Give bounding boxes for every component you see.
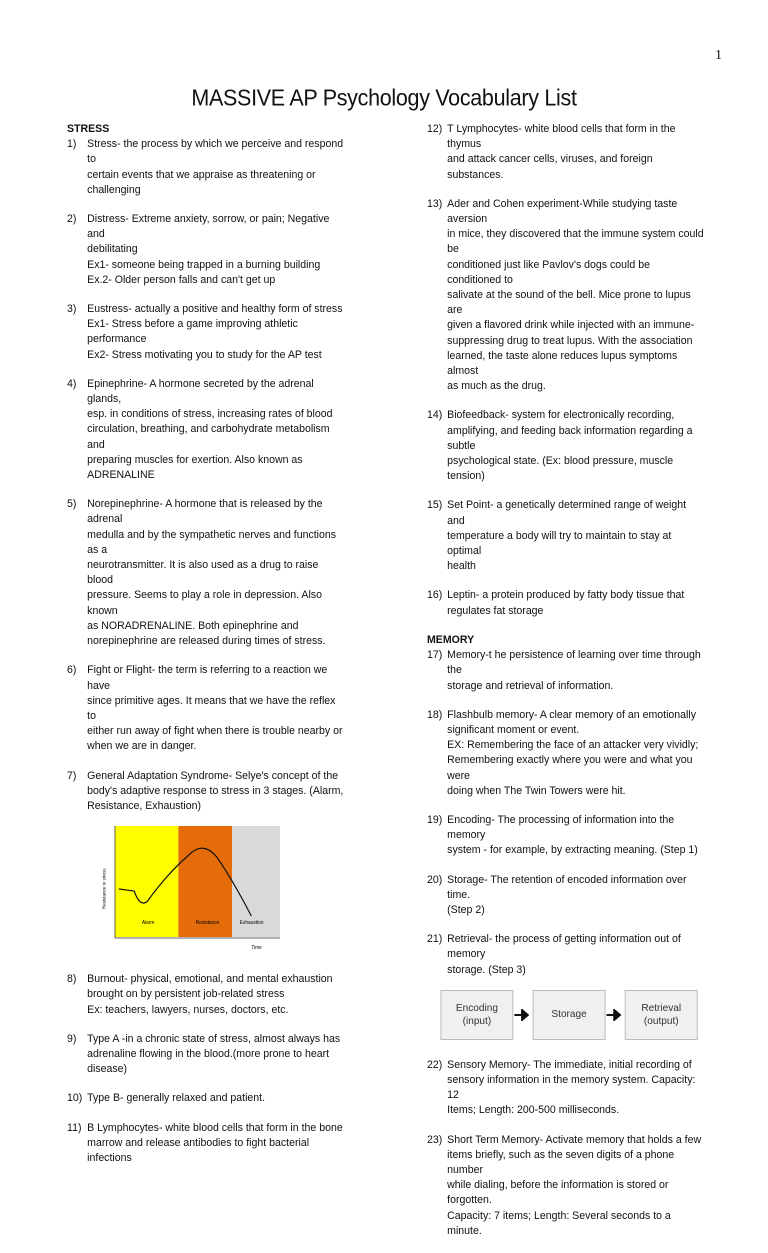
flow-box-encoding-label: Encoding xyxy=(455,1001,498,1014)
vocab-item xyxy=(427,813,705,859)
vocab-item-number: 7) xyxy=(67,769,77,782)
gas-x-label: Time xyxy=(251,946,262,952)
vocab-item-line: as NORADRENALINE. Both epinephrine and xyxy=(87,619,299,632)
vocab-item-line: Fight or Flight- the term is referring to a reaction we have xyxy=(87,664,328,692)
vocab-item-text xyxy=(447,813,705,859)
gas-diagram-svg xyxy=(98,824,280,954)
right-column xyxy=(427,122,705,1253)
vocab-item-number: 17) xyxy=(427,649,443,662)
stress-list-part2 xyxy=(67,972,345,1166)
vocab-item-line: Resistance, Exhaustion) xyxy=(87,799,202,812)
vocab-item-text xyxy=(447,122,705,183)
page-title: MASSIVE AP Psychology Vocabulary List xyxy=(191,85,577,111)
flow-box-encoding xyxy=(440,990,513,1040)
vocab-item-line: learned, the taste alone reduces lupus symptoms almost xyxy=(447,349,678,378)
vocab-item-text xyxy=(87,212,345,288)
vocab-item-line: conditioned just like Pavlov's dogs could be conditioned to xyxy=(447,258,650,286)
section-heading-memory: MEMORY xyxy=(427,633,475,646)
page-number: 1 xyxy=(715,48,722,63)
vocab-item-line: either run away of fight when there is trouble nearby or xyxy=(87,725,343,738)
vocab-item-line: body's adaptive response to stress in 3 stages. (Alarm, xyxy=(87,784,344,797)
vocab-item-text xyxy=(447,408,705,484)
vocab-item-line: storage. (Step 3) xyxy=(447,963,526,976)
vocab-item-line: Norepinephrine- A hormone that is released by the adrenal xyxy=(87,498,323,526)
vocab-item-line: disease) xyxy=(87,1063,128,1076)
vocab-item-line: in mice, they discovered that the immune system could be xyxy=(447,228,704,256)
vocab-item-line: Type B- generally relaxed and patient. xyxy=(87,1092,266,1105)
vocab-item xyxy=(67,137,345,198)
vocab-item-text xyxy=(447,1058,705,1119)
vocab-item-line: Ex1- someone being trapped in a burning building xyxy=(87,258,321,271)
flow-box-retrieval-label: Retrieval xyxy=(641,1001,682,1014)
vocab-item-line: Distress- Extreme anxiety, sorrow, or pain; Negative and xyxy=(87,213,330,241)
stress-list-part1 xyxy=(67,137,345,814)
vocab-item-text xyxy=(447,588,705,618)
vocab-item-text xyxy=(447,197,705,395)
vocab-item-line: norepinephrine are released during times of stress. xyxy=(87,635,326,648)
vocab-item-number: 1) xyxy=(67,138,77,151)
vocab-item-line: Ader and Cohen experiment-While studying taste aversion xyxy=(447,197,678,226)
vocab-item-number: 2) xyxy=(67,213,77,226)
flow-box-storage xyxy=(533,990,606,1040)
vocab-item-line: EX: Remembering the face of an attacker very vividly; xyxy=(447,739,699,752)
vocab-item xyxy=(67,1032,345,1078)
vocab-item-line: Retrieval- the process of getting information out of memory xyxy=(447,933,681,961)
vocab-item-line: doing when The Twin Towers were hit. xyxy=(447,784,626,797)
vocab-item-text xyxy=(87,497,345,649)
vocab-item-number: 18) xyxy=(427,708,443,721)
vocab-item-line: since primitive ages. It means that we have the reflex to xyxy=(87,694,336,722)
vocab-item-line: medulla and by the sympathetic nerves and functions as a xyxy=(87,528,337,556)
vocab-item-number: 15) xyxy=(427,499,443,512)
vocab-item-line: debilitating xyxy=(87,243,138,256)
vocab-item xyxy=(67,377,345,483)
vocab-item-line: Biofeedback- system for electronically recording, xyxy=(447,409,675,422)
vocab-item-line: given a flavored drink while injected with an immune- xyxy=(447,319,695,332)
vocab-item xyxy=(427,197,705,395)
vocab-item-number: 21) xyxy=(427,933,443,946)
vocab-item xyxy=(427,588,705,618)
vocab-item-line: Encoding- The processing of information into the memory xyxy=(447,813,675,842)
immune-list xyxy=(427,122,705,619)
vocab-item-text xyxy=(447,498,705,574)
vocab-item-line: Type A -in a chronic state of stress, almost always has xyxy=(87,1032,341,1045)
vocab-item-line: Ex2- Stress motivating you to study for the AP test xyxy=(87,348,322,361)
vocab-item-line: Sensory Memory- The immediate, initial recording of xyxy=(447,1058,692,1071)
vocab-item-line: Short Term Memory- Activate memory that holds a few xyxy=(447,1133,702,1146)
vocab-item-line: neurotransmitter. It is also used as a drug to raise blood xyxy=(87,559,319,587)
vocab-item-number: 12) xyxy=(427,123,443,135)
vocab-item-line: B Lymphocytes- white blood cells that form in the bone xyxy=(87,1121,343,1134)
vocab-item-line: amplifying, and feeding back information regarding a subtle xyxy=(447,424,693,452)
vocab-item xyxy=(427,708,705,799)
vocab-item-number: 6) xyxy=(67,664,77,677)
vocab-item-text xyxy=(447,873,705,919)
vocab-item-number: 11) xyxy=(67,1121,82,1134)
vocab-item-line: adrenaline flowing in the blood.(more prone to heart xyxy=(87,1047,330,1060)
section-heading-stress: STRESS xyxy=(67,123,110,135)
vocab-item-line: Items; Length: 200-500 milliseconds. xyxy=(447,1104,620,1117)
vocab-item-line: ADRENALINE xyxy=(87,469,155,482)
vocab-item-number: 19) xyxy=(427,813,443,826)
vocab-item-line: Capacity: 7 items; Length: Several seconds to a minute. xyxy=(447,1209,671,1237)
vocab-item-text xyxy=(87,302,345,363)
vocab-item-line: Epinephrine- A hormone secreted by the adrenal glands, xyxy=(87,377,314,406)
vocab-item-line: T Lymphocytes- white blood cells that form in the thymus xyxy=(447,123,676,151)
vocab-item-text xyxy=(87,769,345,815)
gas-stage-label-resistance: Resistance xyxy=(195,921,220,927)
arrow-right-icon xyxy=(514,1009,531,1021)
vocab-item-line: salivate at the sound of the bell. Mice prone to lupus are xyxy=(447,289,691,317)
vocab-item xyxy=(67,972,345,1018)
vocab-item-number: 22) xyxy=(427,1058,443,1071)
vocab-item-line: esp. in conditions of stress, increasing rates of blood xyxy=(87,408,333,421)
vocab-item-line: system - for example, by extracting meaning. (Step 1) xyxy=(447,844,698,857)
vocab-item xyxy=(67,663,345,754)
memory-process-diagram xyxy=(440,990,705,1040)
vocab-item-text xyxy=(87,377,345,483)
vocab-item-line: Flashbulb memory- A clear memory of an emotionally xyxy=(447,708,697,721)
vocab-item xyxy=(427,1133,705,1239)
vocab-item-number: 13) xyxy=(427,197,443,210)
vocab-item-line: marrow and release antibodies to fight bacterial infections xyxy=(87,1136,310,1164)
vocab-item-line: Stress- the process by which we perceive and respond to xyxy=(87,138,344,166)
vocab-item-line: while dialing, before the information is stored or forgotten. xyxy=(447,1179,669,1207)
vocab-item xyxy=(427,932,705,978)
vocab-item xyxy=(67,1121,345,1167)
vocab-item xyxy=(67,497,345,649)
vocab-item-line: items briefly, such as the seven digits of a phone number xyxy=(447,1148,675,1176)
vocab-item-number: 16) xyxy=(427,589,443,602)
vocab-item-line: Storage- The retention of encoded information over time. xyxy=(447,873,687,901)
vocab-item-line: and attack cancer cells, viruses, and foreign substances. xyxy=(447,153,653,181)
flow-box-storage-label: Storage xyxy=(551,1008,587,1021)
vocab-item-text xyxy=(87,137,345,198)
vocab-item-text xyxy=(87,663,345,754)
vocab-item-number: 8) xyxy=(67,973,77,986)
vocab-item-line: (Step 2) xyxy=(447,903,485,916)
vocab-item-line: pressure. Seems to play a role in depression. Also known xyxy=(87,589,322,617)
vocab-item-line: brought on by persistent job-related stress xyxy=(87,988,285,1001)
vocab-item-number: 14) xyxy=(427,409,443,422)
vocab-item-text xyxy=(87,1032,345,1078)
vocab-item-text xyxy=(447,932,705,978)
vocab-item-text xyxy=(447,708,705,799)
vocab-item-number: 4) xyxy=(67,377,77,390)
vocab-item-number: 23) xyxy=(427,1133,443,1146)
gas-stage-label-alarm: Alarm xyxy=(141,921,155,927)
gas-stage-label-exhaustion: Exhaustion xyxy=(239,921,264,927)
vocab-item-text xyxy=(447,648,705,694)
vocab-item-number: 20) xyxy=(427,873,443,886)
flow-arrow-1 xyxy=(513,1009,532,1021)
vocab-item-line: when we are in danger. xyxy=(87,740,197,753)
vocab-item-line: Memory-t he persistence of learning over time through the xyxy=(447,649,701,677)
vocab-item xyxy=(427,648,705,694)
vocab-item-line: General Adaptation Syndrome- Selye's concept of the xyxy=(87,769,339,782)
vocab-item xyxy=(427,1058,705,1119)
vocab-item-text xyxy=(447,1133,705,1239)
vocab-item xyxy=(427,408,705,484)
vocab-item-line: Ex: teachers, lawyers, nurses, doctors, etc. xyxy=(87,1003,289,1016)
vocab-item-line: Ex1- Stress before a game improving athletic performance xyxy=(87,318,298,346)
vocab-item-line: significant moment or event. xyxy=(447,723,580,736)
vocab-item-line: temperature a body will try to maintain to stay at optimal xyxy=(447,529,672,558)
left-column xyxy=(67,122,345,1180)
vocab-item-number: 10) xyxy=(67,1092,83,1105)
gas-y-label: Resistance to stress xyxy=(101,868,107,910)
vocab-item-line: preparing muscles for exertion. Also known as xyxy=(87,453,303,466)
vocab-item-line: Leptin- a protein produced by fatty body tissue that xyxy=(447,589,685,602)
memory-list-part1 xyxy=(427,648,705,978)
vocab-item-line: Burnout- physical, emotional, and mental exhaustion xyxy=(87,973,333,986)
arrow-right-icon xyxy=(607,1009,624,1021)
flow-box-retrieval-sublabel: (output) xyxy=(643,1014,679,1027)
vocab-item-line: as much as the drug. xyxy=(447,380,546,393)
vocab-item-line: sensory information in the memory system. Capacity: 12 xyxy=(447,1073,696,1102)
vocab-item-line: health xyxy=(447,560,476,573)
vocab-item xyxy=(67,302,345,363)
vocab-item xyxy=(427,498,705,574)
vocab-item-text xyxy=(87,1091,345,1106)
vocab-item-line: Ex.2- Older person falls and can't get up xyxy=(87,273,276,286)
vocab-item-text xyxy=(87,972,345,1018)
vocab-item xyxy=(67,1091,345,1106)
vocab-item-line: certain events that we appraise as threatening or xyxy=(87,168,316,181)
vocab-item-line: challenging xyxy=(87,183,141,196)
vocab-item xyxy=(67,769,345,815)
flow-box-encoding-sublabel: (input) xyxy=(462,1014,492,1027)
vocab-item-number: 3) xyxy=(67,303,77,316)
flow-arrow-2 xyxy=(606,1009,625,1021)
vocab-item-number: 9) xyxy=(67,1032,77,1045)
vocab-item-line: suppressing drug to treat lupus. With the association xyxy=(447,334,693,347)
vocab-item-text xyxy=(87,1121,345,1167)
vocab-item-number: 5) xyxy=(67,498,77,511)
vocab-item xyxy=(427,122,705,183)
vocab-item-line: psychological state. (Ex: blood pressure, muscle tension) xyxy=(447,455,674,483)
vocab-item-line: Eustress- actually a positive and healthy form of stress xyxy=(87,303,343,316)
gas-diagram xyxy=(98,824,280,954)
vocab-item xyxy=(427,873,705,919)
vocab-item-line: circulation, breathing, and carbohydrate metabolism and xyxy=(87,423,330,451)
memory-list-part2 xyxy=(427,1058,705,1239)
vocab-item-line: Set Point- a genetically determined range of weight and xyxy=(447,499,687,527)
vocab-item-line: storage and retrieval of information. xyxy=(447,679,614,692)
flow-box-retrieval xyxy=(625,990,698,1040)
vocab-item-line: Remembering exactly where you were and what you were xyxy=(447,754,693,782)
vocab-item-line: regulates fat storage xyxy=(447,604,544,617)
vocab-item xyxy=(67,212,345,288)
